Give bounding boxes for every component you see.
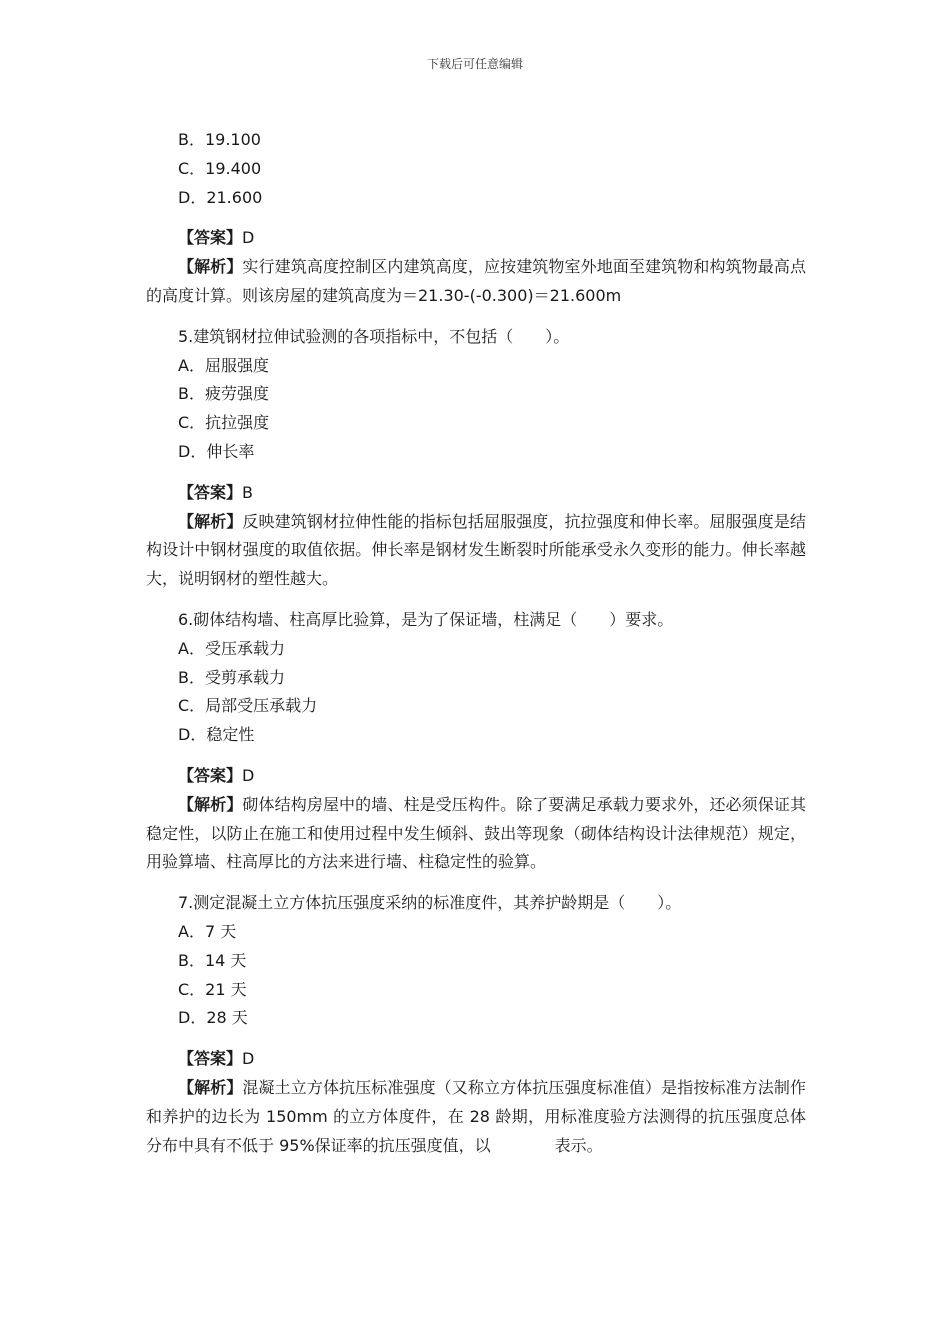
question-7-stem: 7.测定混凝土立方体抗压强度采纳的标准度件，其养护龄期是（ ）。 xyxy=(178,893,682,913)
answer-line xyxy=(146,224,806,253)
prev-question-options xyxy=(146,126,806,212)
q7-option-b: B．14 天 xyxy=(178,950,247,970)
answer-value: D xyxy=(242,1049,255,1069)
answer-tag: 【答案】 xyxy=(178,482,243,502)
q5-option-a: A．屈服强度 xyxy=(178,355,269,375)
answer-tag: 【答案】 xyxy=(178,1049,243,1069)
q5-explanation xyxy=(146,508,806,594)
answer-tag: 【答案】 xyxy=(178,228,243,248)
explanation xyxy=(146,253,806,311)
question-6-stem: 6.砌体结构墙、柱高厚比验算，是为了保证墙，柱满足（ ）要求。 xyxy=(178,609,674,629)
explanation-text: 砌体结构房屋中的墙、柱是受压构件。除了要满足承载力要求外，还必须保证其稳定性，以防止在施工和使用过程中发生倾斜、鼓出等现象（砌体结构设计法律规范）规定，用验算墙、柱高厚比的方法来进行墙、柱稳定性的验算。 xyxy=(146,794,806,872)
question-5-stem: 5.建筑钢材拉伸试验测的各项指标中，不包括（ ）。 xyxy=(178,326,570,346)
q6-option-a: A．受压承载力 xyxy=(178,638,285,658)
q6-option-c: C．局部受压承载力 xyxy=(178,696,318,716)
explanation-tag: 【解析】 xyxy=(178,257,243,277)
page-header: 下载后可任意编辑 xyxy=(426,57,523,71)
option-b: B．19.100 xyxy=(178,130,261,149)
q5-answer-line xyxy=(146,479,806,508)
q5-option-b: B．疲劳强度 xyxy=(178,384,269,404)
option-c: C．19.400 xyxy=(178,158,262,178)
q5-option-c: C．抗拉强度 xyxy=(178,413,270,433)
q7-explanation xyxy=(146,1074,806,1160)
option-d: D．21.600 xyxy=(178,187,263,207)
document-body xyxy=(146,126,806,1160)
q7-option-a: A．7 天 xyxy=(178,921,237,941)
explanation-text: 混凝土立方体抗压标准强度（又称立方体抗压强度标准值）是指按标准方法制作和养护的边长为 150mm 的立方体度件，在 28 龄期，用标准度验方法测得的抗压强度总体分布中具有不低于 95%保证率的抗压强度值，以 表示。 xyxy=(146,1077,806,1155)
answer-value: D xyxy=(242,765,255,785)
explanation-tag: 【解析】 xyxy=(178,511,243,531)
explanation-tag: 【解析】 xyxy=(178,794,243,814)
q5-option-d: D．伸长率 xyxy=(178,441,255,461)
q7-option-d: D．28 天 xyxy=(178,1008,248,1028)
answer-value: B xyxy=(242,482,253,502)
q7-option-c: C．21 天 xyxy=(178,979,247,999)
q6-answer-line xyxy=(146,762,806,791)
q6-option-b: B．受剪承载力 xyxy=(178,667,285,687)
explanation-text: 反映建筑钢材拉伸性能的指标包括屈服强度，抗拉强度和伸长率。屈服强度是结构设计中钢材强度的取值依据。伸长率是钢材发生断裂时所能承受永久变形的能力。伸长率越大，说明钢材的塑性越大。 xyxy=(146,511,806,589)
q6-option-d: D．稳定性 xyxy=(178,725,255,745)
explanation-text: 实行建筑高度控制区内建筑高度，应按建筑物室外地面至建筑物和构筑物最高点的高度计算。则该房屋的建筑高度为＝21.30-(-0.300)＝21.600m xyxy=(146,257,806,305)
q6-explanation xyxy=(146,791,806,877)
q7-answer-line xyxy=(146,1045,806,1074)
explanation-tag: 【解析】 xyxy=(178,1077,243,1097)
answer-value: D xyxy=(242,228,255,248)
answer-tag: 【答案】 xyxy=(178,765,243,785)
